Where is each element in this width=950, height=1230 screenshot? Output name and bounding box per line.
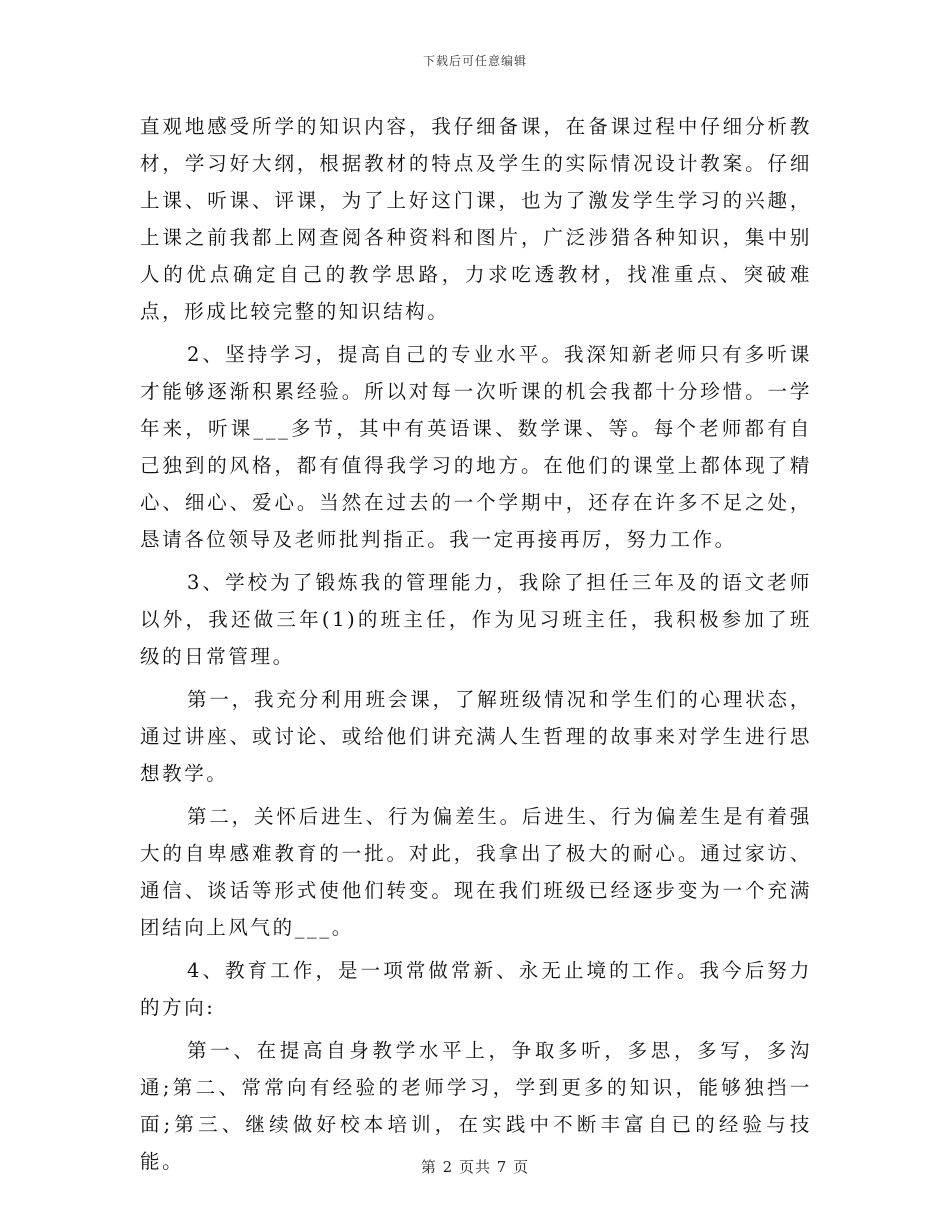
- paragraph-improvement-plan: 第一、在提高自身教学水平上，争取多听，多思，多写，多沟通;第二、常常向有经验的老师学习，学到更多的知识，能够独挡一面;第三、继续做好校本培训，在实践中不断丰富自已的经验与技能。: [140, 1039, 812, 1173]
- document-body: [140, 108, 812, 1180]
- page-header: 下载后可任意编辑: [422, 54, 527, 68]
- paragraph-lesson-preparation: 直观地感受所学的知识内容，我仔细备课，在备课过程中仔细分析教材，学习好大纲，根据教材的特点及学生的实际情况设计教案。仔细上课、听课、评课，为了上好这门课，也为了激发学生学习的兴趣，上课之前我都上网查阅各种资料和图片，广泛涉猎各种知识，集中别人的优点确定自己的教学思路，力求吃透教材，找准重点、突破难点，形成比较完整的知识结构。: [140, 115, 812, 323]
- paragraph-class-management: 3、学校为了锻炼我的管理能力，我除了担任三年及的语文老师以外，我还做三年(1)的班主任，作为见习班主任，我积极参加了班级的日常管理。: [140, 571, 812, 668]
- paragraph-first-class-meeting: 第一，我充分利用班会课，了解班级情况和学生们的心理状态，通过讲座、或讨论、或给他们讲充满人生哲理的故事来对学生进行思想教学。: [140, 688, 812, 785]
- paragraph-future-direction: 4、教育工作，是一项常做常新、永无止境的工作。我今后努力的方向:: [140, 959, 812, 1019]
- paragraph-keep-learning: 2、坚持学习，提高自己的专业水平。我深知新老师只有多听课才能够逐渐积累经验。所以对每一次听课的机会我都十分珍惜。一学年来，听课___多节，其中有英语课、数学课、等。每个老师都有自己独到的风格，都有值得我学习的地方。在他们的课堂上都体现了精心、细心、爱心。当然在过去的一个学期中，还存在许多不足之处，恳请各位领导及老师批判指正。我一定再接再厉，努力工作。: [140, 343, 812, 551]
- paragraph-second-struggling-students: 第二，关怀后进生、行为偏差生。后进生、行为偏差生是有着强大的自卑感难教育的一批。对此，我拿出了极大的耐心。通过家访、通信、谈话等形式使他们转变。现在我们班级已经逐步变为一个充满团结向上风气的___。: [140, 805, 812, 939]
- page-number: 第 2 页共 7 页: [420, 1158, 530, 1176]
